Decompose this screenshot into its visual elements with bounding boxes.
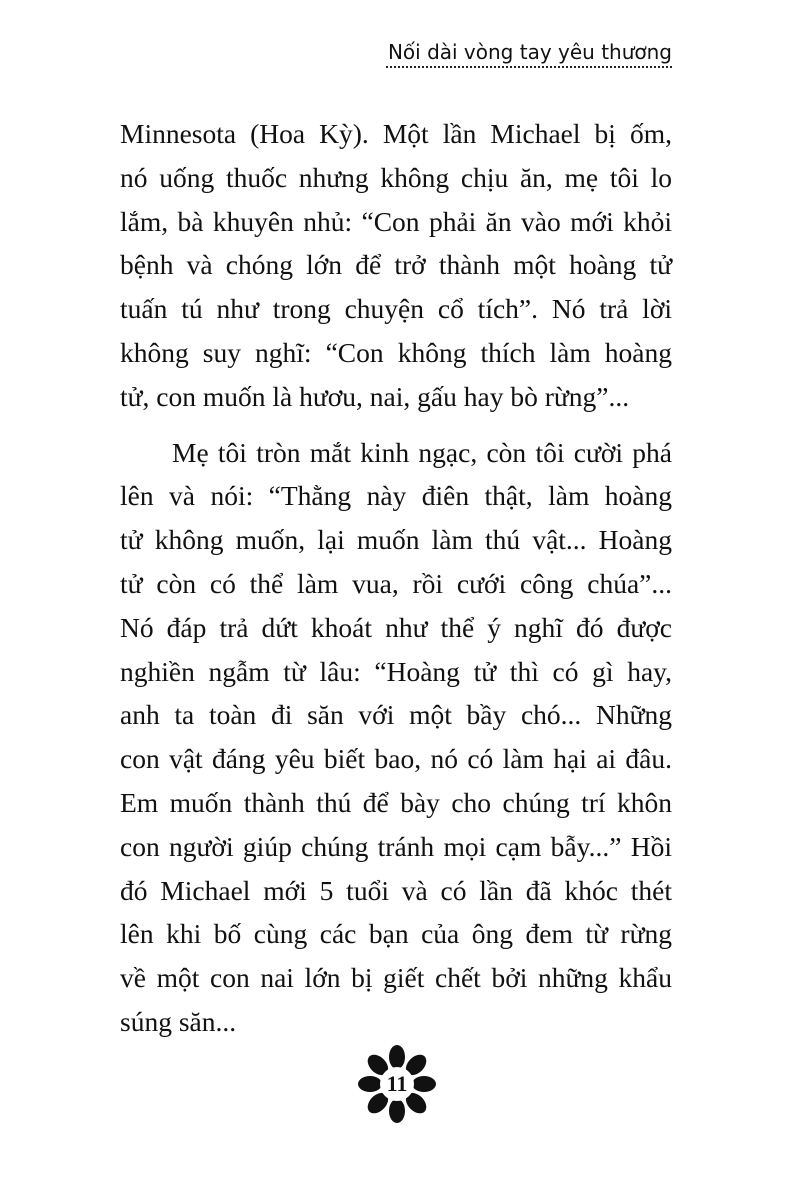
text-line: về một con nai lớn bị giết chết bởi những khẩu [120, 962, 672, 994]
text-line: súng săn... [120, 1005, 237, 1037]
text-line: con người giúp chúng tránh mọi cạm bẫy...” Hồi [120, 830, 672, 862]
page-number: 11 [386, 1071, 408, 1096]
text-line: lắm, bà khuyên nhủ: “Con phải ăn vào mới khỏi [120, 205, 672, 237]
text-line: Em muốn thành thú để bày cho chúng trí khôn [120, 786, 672, 818]
page-body [120, 112, 672, 1044]
text-line: anh ta toàn đi săn với một bầy chó... Những [120, 699, 672, 731]
text-line: Nó đáp trả dứt khoát như thể ý nghĩ đó được [120, 611, 672, 643]
text-line: tử còn có thể làm vua, rồi cưới công chúa”... [120, 567, 672, 599]
text-line: bệnh và chóng lớn để trở thành một hoàng tử [120, 249, 672, 281]
text-line: không suy nghĩ: “Con không thích làm hoàng [120, 336, 672, 368]
running-header: Nối dài vòng tay yêu thương [386, 40, 672, 68]
text-line: tử không muốn, lại muốn làm thú vật... Hoàng [120, 524, 672, 556]
text-line: lên khi bố cùng các bạn của ông đem từ rừng [120, 918, 672, 950]
text-line: tuấn tú như trong chuyện cổ tích”. Nó trả lời [120, 293, 672, 325]
paragraph-2 [120, 431, 672, 1044]
text-line: nó uống thuốc nhưng không chịu ăn, mẹ tôi lo [120, 161, 672, 193]
text-line: lên và nói: “Thằng này điên thật, làm hoàng [120, 480, 672, 512]
text-line: nghiền ngẫm từ lâu: “Hoàng tử thì có gì hay, [120, 655, 672, 687]
text-line: đó Michael mới 5 tuổi và có lần đã khóc thét [120, 874, 672, 906]
text-line: tử, con muốn là hươu, nai, gấu hay bò rừng”... [120, 380, 630, 412]
paragraph-1 [120, 112, 672, 419]
page-number-ornament [358, 1045, 436, 1123]
text-line: Minnesota (Hoa Kỳ). Một lần Michael bị ốm, [120, 118, 672, 149]
text-line: con vật đáng yêu biết bao, nó có làm hại ai đâu. [120, 743, 672, 775]
text-line: Mẹ tôi tròn mắt kinh ngạc, còn tôi cười phá [172, 436, 672, 468]
